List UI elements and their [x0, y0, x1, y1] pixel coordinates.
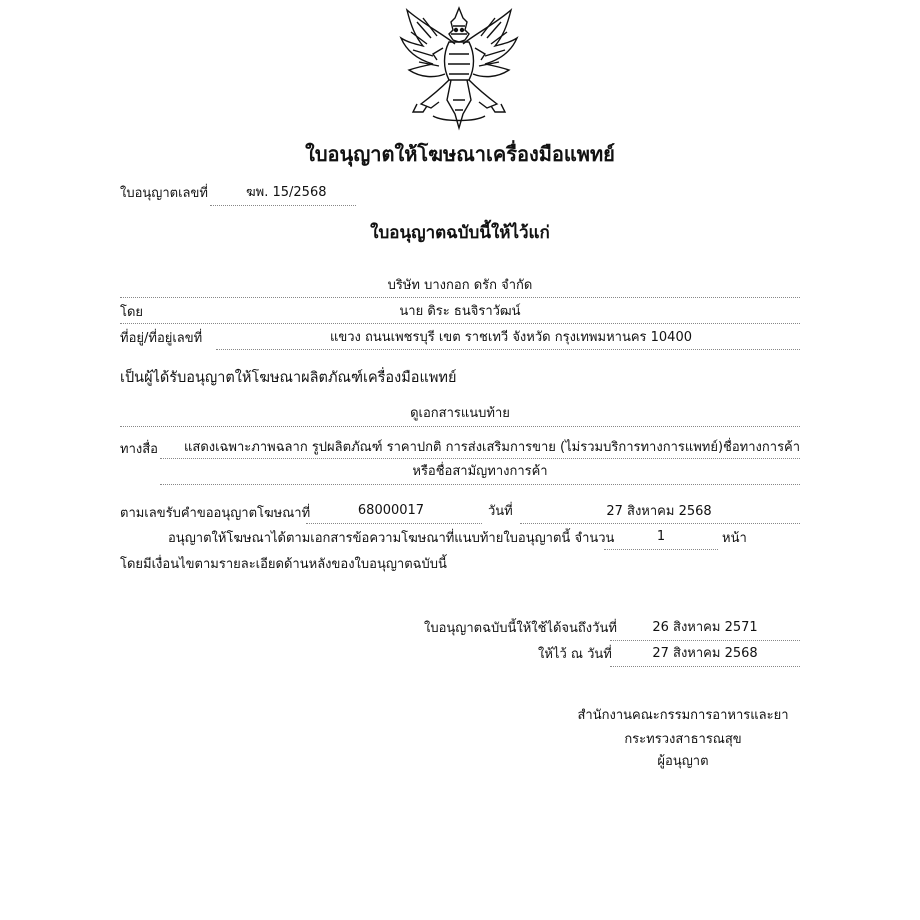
- issuer-line-3: ผู้อนุญาต: [657, 754, 709, 769]
- by-person: นาย ดิระ ธนจิราวัฒน์: [399, 304, 521, 319]
- company-name: บริษัท บางกอก ดรัก จำกัด: [387, 278, 533, 293]
- garuda-emblem-icon: [393, 4, 525, 132]
- media-line-1: แสดงเฉพาะภาพฉลาก รูปผลิตภัณฑ์ ราคาปกติ การส่งเสริมการขาย (ไม่รวมบริการทางการแพทย์)ชื่อทางการค้า: [184, 440, 801, 455]
- request-date: 27 สิงหาคม 2568: [606, 504, 712, 519]
- granted-to-heading: ใบอนุญาตฉบับนี้ให้ไว้แก่: [370, 223, 550, 243]
- pages-text: อนุญาตให้โฆษณาได้ตามเอกสารข้อความโฆษณาที่แนบท้ายใบอนุญาตนี้ จำนวน: [168, 531, 615, 546]
- product: ดูเอกสารแนบท้าย: [410, 406, 510, 421]
- request-date-line: [520, 523, 800, 524]
- request-number: 68000017: [357, 503, 425, 518]
- license-number: ฆพ. 15/2568: [246, 185, 327, 200]
- pages-unit: หน้า: [722, 531, 747, 546]
- by-person-line: [120, 323, 800, 324]
- address: แขวง ถนนเพชรบุรี เขต ราชเทวี จังหวัด กรุงเทพมหานคร 10400: [329, 330, 692, 345]
- issued-date-label: ให้ไว้ ณ วันที่: [538, 647, 612, 662]
- pages-count-line: [604, 549, 718, 550]
- company-line: [120, 297, 800, 298]
- licensee-heading: เป็นผู้ได้รับอนุญาตให้โฆษณาผลิตภัณฑ์เครื่องมือแพทย์: [120, 370, 457, 386]
- request-number-label: ตามเลขรับคำขออนุญาตโฆษณาที่: [120, 506, 311, 521]
- media-line-2-dots: [160, 484, 800, 485]
- request-date-label: วันที่: [488, 504, 513, 519]
- issuer-line-1: สำนักงานคณะกรรมการอาหารและยา: [577, 708, 789, 723]
- conditions-text: โดยมีเงื่อนไขตามรายละเอียดด้านหลังของใบอนุญาตฉบับนี้: [120, 557, 447, 572]
- valid-until-date: 26 สิงหาคม 2571: [652, 620, 758, 635]
- pages-count: 1: [656, 529, 666, 544]
- product-line: [120, 426, 800, 427]
- issued-date-line: [610, 666, 800, 667]
- issued-date: 27 สิงหาคม 2568: [652, 646, 758, 661]
- valid-until-line: [610, 640, 800, 641]
- media-line-2: หรือชื่อสามัญทางการค้า: [412, 464, 548, 479]
- by-label: โดย: [120, 305, 144, 320]
- address-label: ที่อยู่/ที่อยู่เลขที่: [120, 331, 203, 346]
- address-line: [216, 349, 800, 350]
- issuer-line-2: กระทรวงสาธารณสุข: [624, 732, 742, 747]
- media-label: ทางสื่อ: [120, 442, 158, 457]
- valid-until-label: ใบอนุญาตฉบับนี้ให้ใช้ได้จนถึงวันที่: [424, 621, 617, 636]
- license-number-line: [210, 205, 356, 206]
- request-number-line: [306, 523, 482, 524]
- document-title: ใบอนุญาตให้โฆษณาเครื่องมือแพทย์: [305, 142, 615, 166]
- media-line-1-dots: [160, 458, 800, 459]
- license-number-label: ใบอนุญาตเลขที่: [120, 186, 208, 201]
